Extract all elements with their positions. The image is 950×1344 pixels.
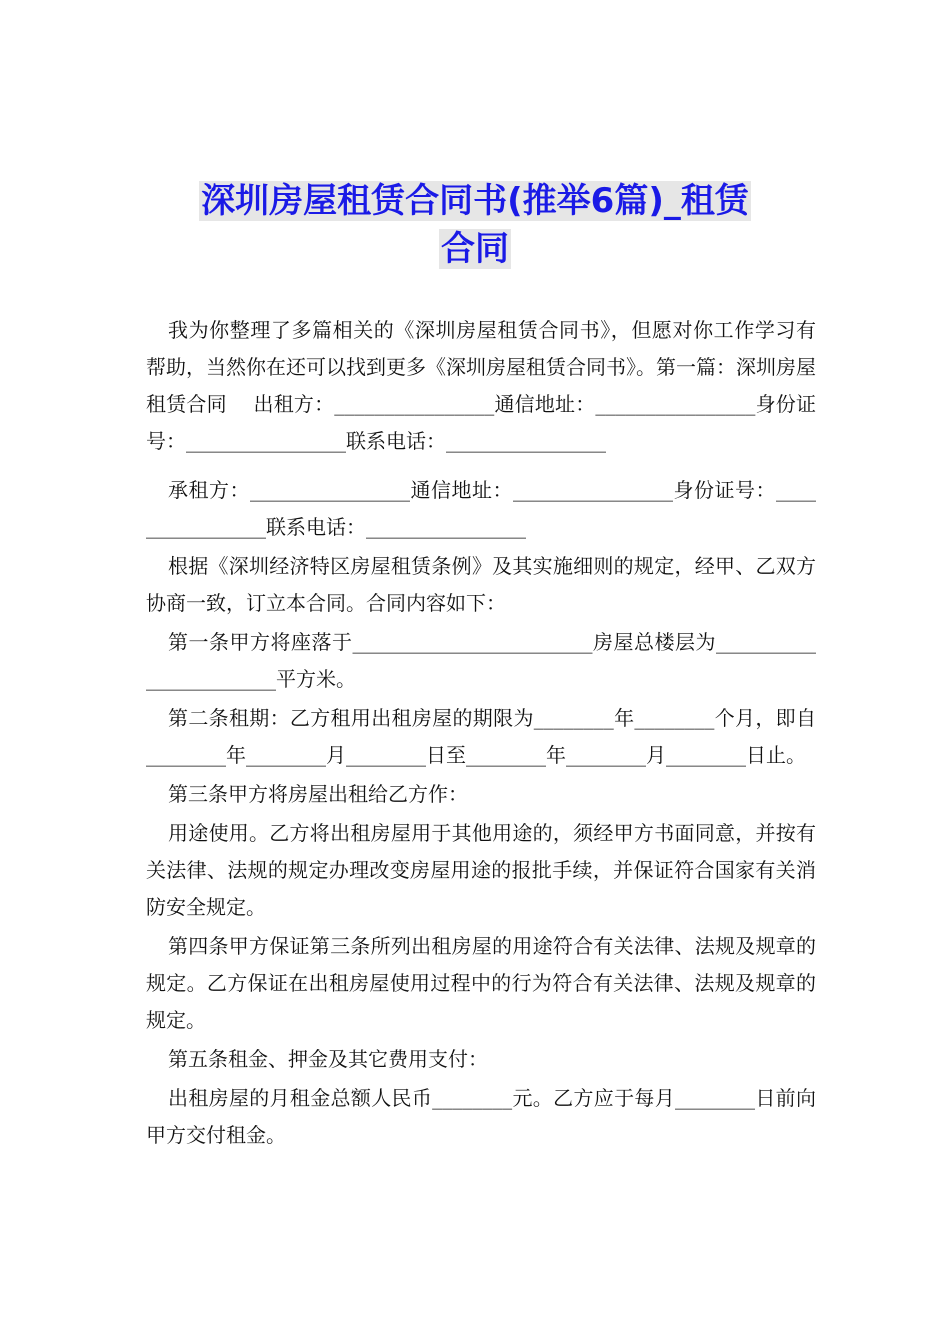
paragraph-article-5: 第五条租金、押金及其它费用支付： [168, 1047, 488, 1071]
document-title-text-1: 深圳房屋租赁合同书(推举6篇)_租赁 [201, 181, 749, 221]
paragraph-lessee: 承租方：________________通信地址：________________身份证号：________________联系电话：________________ [146, 478, 816, 539]
document-body [146, 312, 816, 1154]
paragraph-rent: 出租房屋的月租金总额人民币________元。乙方应于每月________日前向甲方交付租金。 [146, 1086, 816, 1147]
paragraph-article-2: 第二条租期：乙方租用出租房屋的期限为________年________个月，即自________年________月________日至________年________月________日止。 [146, 706, 816, 767]
paragraph-basis: 根据《深圳经济特区房屋租赁条例》及其实施细则的规定，经甲、乙双方协商一致，订立本合同。合同内容如下： [146, 554, 816, 615]
paragraph-usage: 用途使用。乙方将出租房屋用于其他用途的，须经甲方书面同意，并按有关法律、法规的规定办理改变房屋用途的报批手续，并保证符合国家有关消防安全规定。 [146, 821, 816, 919]
document-title-text-2: 合同 [441, 229, 509, 269]
paragraph-intro: 我为你整理了多篇相关的《深圳房屋租赁合同书》，但愿对你工作学习有帮助，当然你在还可以找到更多《深圳房屋租赁合同书》。第一篇：深圳房屋租赁合同 出租方：________________通信地址：________________身份证号：________________联系电话：________________ [146, 318, 816, 453]
paragraph-article-3: 第三条甲方将房屋出租给乙方作： [168, 782, 468, 806]
document-title-line-2 [0, 224, 950, 274]
paragraph-article-1: 第一条甲方将座落于________________________房屋总楼层为_______________________平方米。 [146, 630, 816, 691]
document-title-line-1 [0, 176, 950, 226]
paragraph-article-4: 第四条甲方保证第三条所列出租房屋的用途符合有关法律、法规及规章的规定。乙方保证在出租房屋使用过程中的行为符合有关法律、法规及规章的规定。 [146, 934, 816, 1032]
